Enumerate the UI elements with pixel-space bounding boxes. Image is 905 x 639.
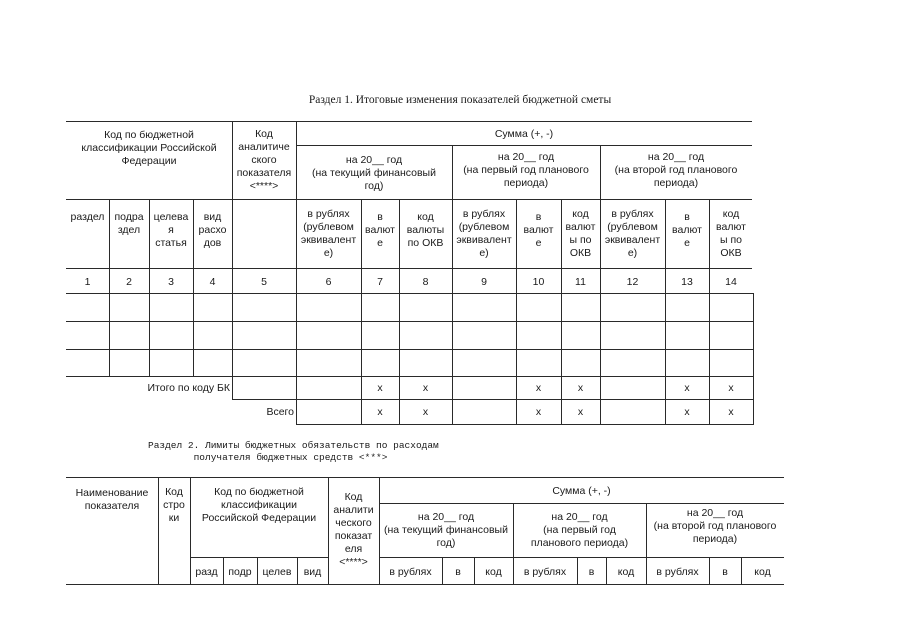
x-mark: x [535,381,542,394]
header-sum: Сумма (+, -) [494,127,554,140]
col-number: 3 [168,275,174,288]
header-podrazdel: подра здел [114,211,144,236]
header-okv-y2: код валют ы по ОКВ [565,208,596,259]
header-rub-y1-2: в рублях [389,565,432,578]
col-number: 8 [422,275,429,288]
col-number: 2 [126,275,132,288]
header-val-y3: в валют е [672,210,702,249]
header-val-y1: в валют е [365,210,395,249]
header-celevaya-statya: целева я статья [153,210,189,249]
header-bk-code-2: Код по бюджетной классификации Российской Федерации [201,485,317,524]
col-number: 9 [481,275,487,288]
header-razdel: раздел [70,210,105,223]
header-rub-y3-2: в рублях [656,565,699,578]
x-mark: x [684,405,690,418]
x-mark: x [422,405,429,418]
header-razd: разд [195,565,218,578]
x-mark: x [377,381,383,394]
header-okv-y1: код валюты по ОКВ [406,210,445,249]
x-mark: x [577,381,584,394]
header-kod-y1-2: код [485,565,502,578]
section-1-title: Раздел 1. Итоговые изменения показателей бюджетной сметы [308,94,612,106]
x-mark: x [728,381,734,394]
section-2-title: Раздел 2. Лимиты бюджетных обязательств по расходам получателя бюджетных средств <***> [148,440,439,463]
header-val-y2: в валют е [523,210,554,249]
col-number: 14 [725,275,737,288]
header-rub-y1: в рублях (рублевом эквивалент е) [300,208,357,259]
header-kod-y3-2: код [754,565,771,578]
header-okv-y3: код валют ы по ОКВ [716,208,746,259]
header-vid-raskhodov: вид расхо дов [198,210,227,249]
header-v-y1-2: в [455,565,461,578]
col-number: 1 [84,275,91,288]
col-number: 7 [377,275,383,288]
x-mark: x [422,381,429,394]
header-vid: вид [303,565,322,578]
x-mark: x [535,405,542,418]
header-kod-y2-2: код [617,565,635,578]
col-number: 11 [575,275,586,288]
header-celev: целев [262,565,292,578]
header-year-current: на 20__ год (на текущий финансовый год) [312,153,436,192]
header-analytic-code-2: Код аналити ческого показат еля <****> [333,491,374,568]
header-v-y3-2: в [722,565,728,578]
header-sum-2: Сумма (+, -) [552,484,611,497]
x-mark: x [684,381,690,394]
col-number: 4 [209,275,216,288]
header-year-first-plan-2: на 20__ год (на первый год планового периода) [530,510,629,549]
header-v-y2-2: в [588,565,595,578]
col-number: 10 [532,275,545,288]
itogo-label: Итого по коду БК [147,381,230,394]
header-podr: подр [228,565,252,578]
x-mark: x [728,405,734,418]
header-rub-y2-2: в рублях [523,565,567,578]
header-year-second-plan: на 20__ год (на второй год планового периода) [614,150,738,189]
x-mark: x [377,405,383,418]
vsego-label: Всего [266,405,294,418]
col-number: 6 [325,275,332,288]
x-mark: x [577,405,584,418]
header-row-code: Код стро ки [163,485,185,524]
header-indicator-name: Наименование показателя [75,487,149,512]
col-number: 12 [626,275,639,288]
header-bk-code: Код по бюджетной классификации Российской Федерации [81,128,217,167]
col-number: 5 [261,275,267,288]
col-number: 13 [681,275,693,288]
header-year-first-plan: на 20__ год (на первый год планового периода) [463,150,589,189]
header-rub-y2: в рублях (рублевом эквивалент е) [456,208,512,259]
header-analytic-code: Код аналитиче ского показателя <****> [236,127,292,192]
header-year-second-plan-2: на 20__ год (на второй год планового периода) [653,506,777,545]
header-rub-y3: в рублях (рублевом эквивалент е) [604,208,661,259]
header-year-current-2: на 20__ год (на текущий финансовый год) [384,510,508,549]
